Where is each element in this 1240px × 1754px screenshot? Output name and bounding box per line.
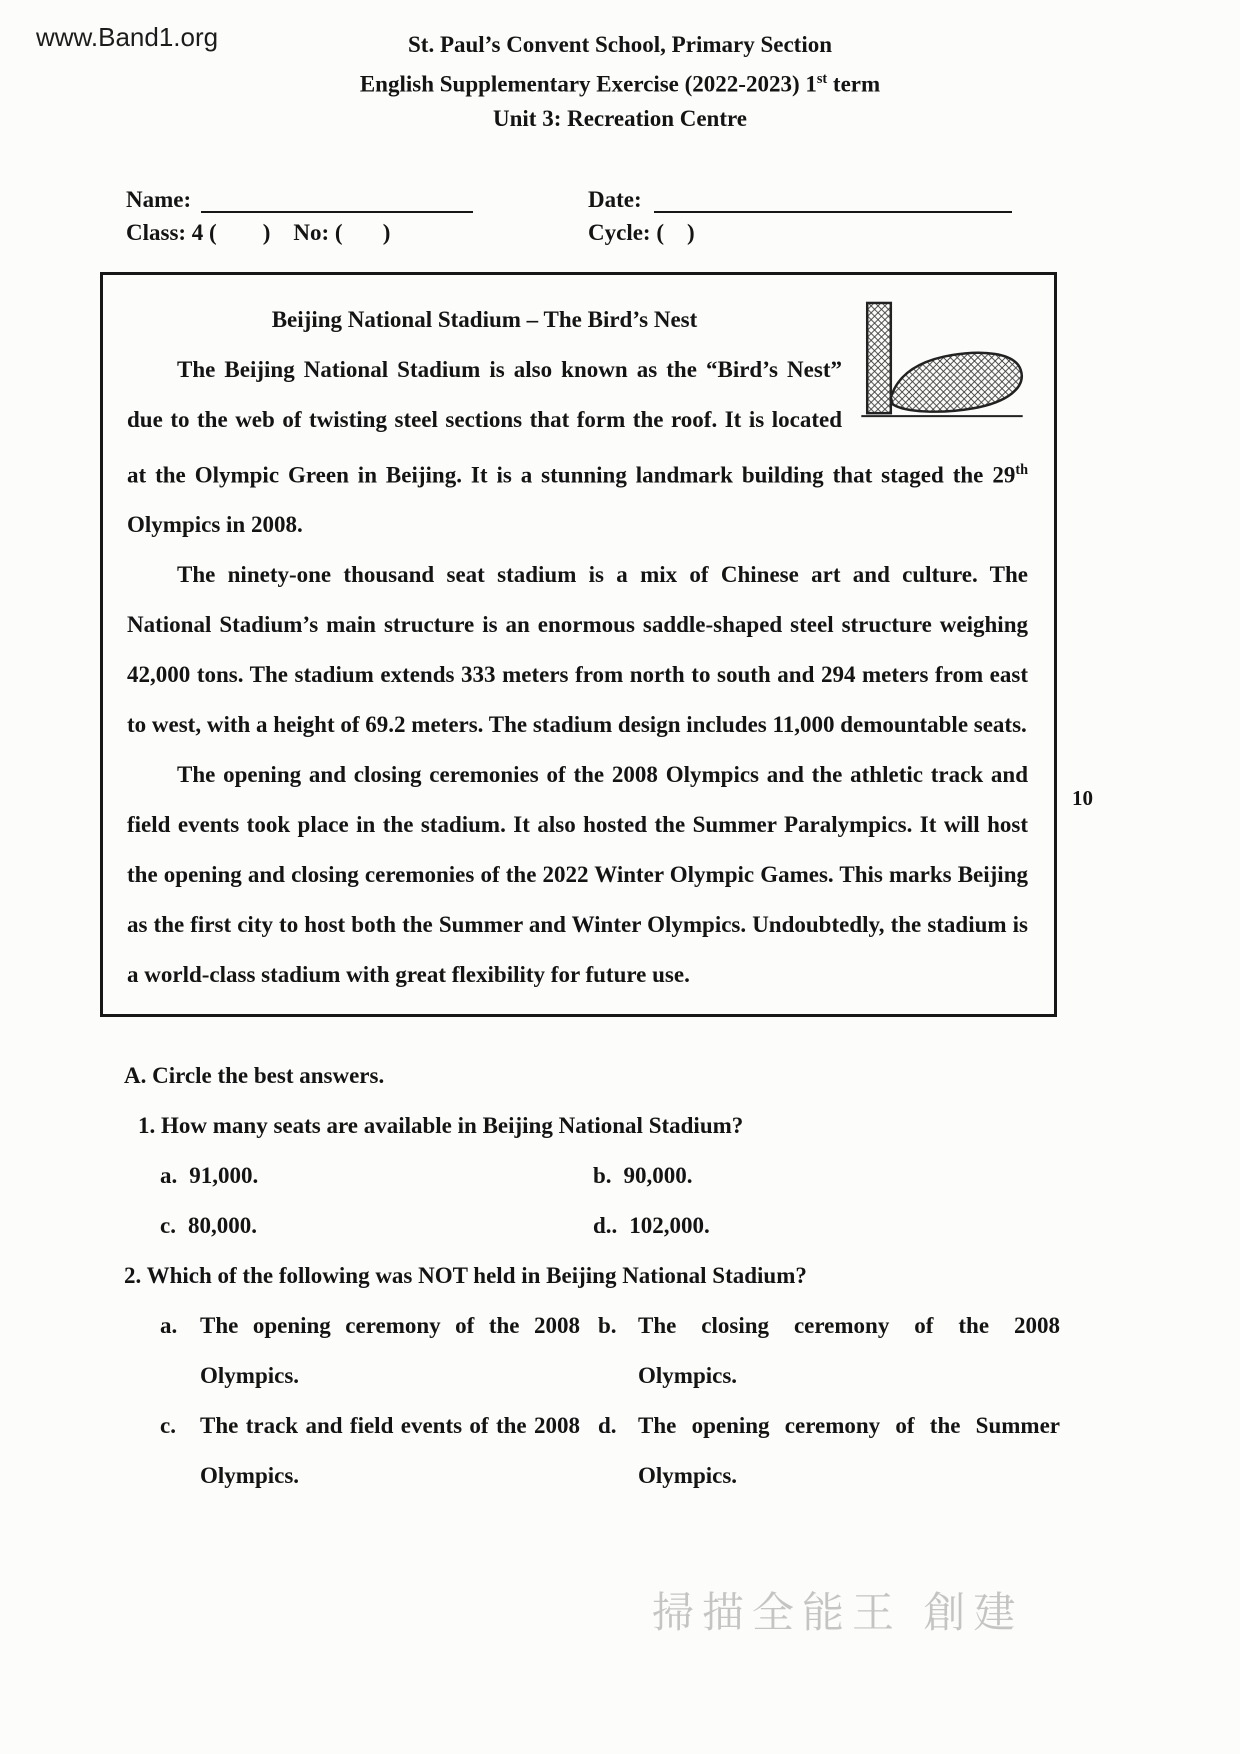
- option-letter: a.: [160, 1163, 178, 1189]
- option-letter: a.: [160, 1313, 178, 1339]
- student-info-right: [588, 180, 1240, 246]
- reading-passage-box: [100, 272, 1057, 1018]
- date-label: Date:: [588, 186, 642, 212]
- unit-title: Unit 3: Recreation Centre: [493, 105, 747, 131]
- option-text: The track and field events of the 2008 Olympics.: [200, 1413, 580, 1489]
- paragraph-1-tail: Olympics in 2008.: [127, 512, 303, 538]
- name-blank-line[interactable]: [201, 187, 473, 213]
- question-2: 2. Which of the following was NOT held in Beijing National Stadium?: [124, 1263, 807, 1289]
- margin-page-number: 10: [1072, 786, 1093, 810]
- option-q1-b[interactable]: [593, 1151, 1060, 1201]
- passage-title: Beijing National Stadium – The Bird’s Nest: [271, 306, 698, 332]
- option-text: 91,000.: [189, 1163, 259, 1189]
- question-1: 1. How many seats are available in Beijing National Stadium?: [138, 1113, 744, 1139]
- option-q2-d[interactable]: [598, 1401, 1060, 1501]
- option-letter: b.: [598, 1313, 617, 1339]
- option-q2-b[interactable]: [598, 1301, 1060, 1401]
- option-q2-c[interactable]: [160, 1401, 580, 1501]
- option-text: 80,000.: [187, 1213, 257, 1239]
- ordinal-superscript: st: [816, 71, 828, 87]
- name-row: [126, 180, 588, 213]
- option-q2-a[interactable]: [160, 1301, 580, 1401]
- option-letter: c.: [160, 1413, 176, 1439]
- class-row: [126, 213, 588, 246]
- passage-paragraph-3: The opening and closing ceremonies of the 2008 Olympics and the athletic track and field events took place in the stadium. It also hosted the Summer Paralympics. It will host the opening and closing ceremonies of the 2022 Winter Olympic Games. This marks Beijing as the first city to host both the Summer and Winter Olympics. Undoubtedly, the stadium is a world-class stadium with great flexibility for future use.: [127, 762, 1028, 988]
- class-no-label: Class: 4 ( ) No: ( ): [126, 219, 391, 245]
- cycle-label: Cycle: ( ): [588, 219, 695, 245]
- school-name: St. Paul’s Convent School, Primary Section: [408, 32, 832, 57]
- option-text: The closing ceremony of the 2008 Olympics.: [638, 1313, 1060, 1389]
- stadium-sketch-image: [856, 299, 1028, 423]
- option-q1-c[interactable]: [160, 1201, 593, 1251]
- date-blank-line[interactable]: [654, 187, 1012, 213]
- question-2-options: [160, 1301, 1060, 1501]
- option-text: The opening ceremony of the 2008 Olympics.: [200, 1313, 580, 1389]
- option-letter: d.: [598, 1413, 617, 1439]
- passage-paragraph-2: The ninety-one thousand seat stadium is a mix of Chinese art and culture. The National Stadium’s main structure is an enormous saddle-shaped steel structure weighing 42,000 tons. The stadium extends 333 meters from north to south and 294 meters from east to west, with a height of 69.2 meters. The stadium design includes 11,000 demountable seats.: [127, 562, 1028, 738]
- exercise-title-text: English Supplementary Exercise (2022-2023) 1: [359, 71, 817, 97]
- option-text: 102,000.: [629, 1213, 710, 1239]
- student-info-form: [126, 180, 1240, 246]
- question-1-options: [160, 1151, 1060, 1251]
- camscanner-watermark: 掃描全能王 創建: [652, 1588, 1024, 1637]
- paragraph-1-text: The Beijing National Stadium is also known as the “Bird’s Nest” due to the web of twisting steel sections that form the roof. It is located at the Olympic Green in Beijing. It is a stunning landmark building that staged the 29: [127, 356, 1016, 488]
- student-info-left: [126, 180, 588, 246]
- option-letter: b.: [593, 1163, 612, 1189]
- option-q1-a[interactable]: [160, 1151, 593, 1201]
- exercise-title-tail: term: [827, 71, 881, 97]
- date-row: [588, 180, 1240, 213]
- name-label: Name:: [126, 186, 192, 212]
- band1-watermark: www.Band1.org: [36, 22, 219, 52]
- document-header: [0, 0, 1240, 136]
- option-letter: d..: [593, 1213, 618, 1239]
- option-letter: c.: [160, 1213, 176, 1239]
- option-text: 90,000.: [623, 1163, 693, 1189]
- ordinal-superscript: th: [1015, 461, 1028, 478]
- option-q1-d[interactable]: [593, 1201, 1060, 1251]
- exercise-title: [0, 62, 1240, 102]
- section-a-heading: A. Circle the best answers.: [124, 1063, 385, 1089]
- option-text: The opening ceremony of the Summer Olympics.: [638, 1413, 1060, 1489]
- cycle-row: [588, 213, 1240, 246]
- section-a: [124, 1051, 1060, 1501]
